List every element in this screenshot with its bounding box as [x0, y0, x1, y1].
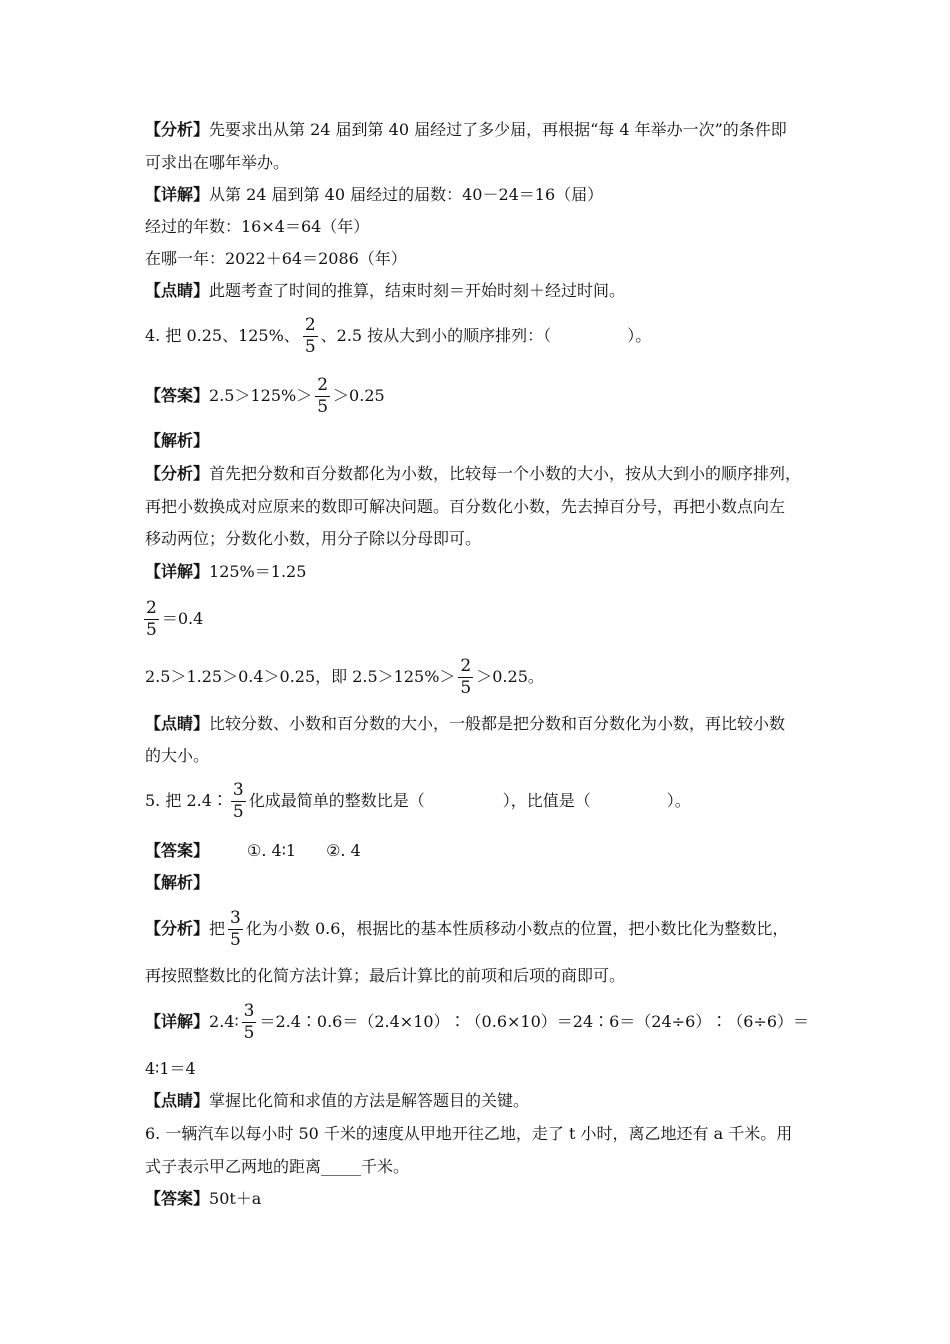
detail-text: ＝2.4∶0.6＝（2.4×10）∶（0.6×10）＝24∶6＝（24÷6）∶（6÷6）＝ [259, 1012, 810, 1031]
q4-text-pre: 4. 把 0.25、125%、 [145, 326, 300, 345]
jiexi-tag: 【解析】 [145, 431, 210, 450]
answer-tag: 【答案】 [145, 1189, 210, 1208]
q5-text-mid: 化成最简单的整数比是（ [248, 791, 425, 810]
detail-text: 2.5＞1.25＞0.4＞0.25，即 2.5＞125%＞ [145, 667, 456, 686]
point-tag: 【点睛】 [145, 714, 210, 733]
jiexi-tag: 【解析】 [145, 873, 210, 892]
fraction-denominator: 5 [243, 1023, 255, 1043]
fraction-denominator: 5 [232, 802, 244, 822]
point-text: 此题考查了时间的推算，结束时刻＝开始时刻＋经过时间。 [209, 281, 626, 300]
analysis-text: 首先把分数和百分数都化为小数，比较每一个小数的大小，按从大到小的顺序排列， [209, 464, 802, 483]
question-6-line-1: 6. 一辆汽车以每小时 50 千米的速度从甲地开往乙地，走了 t 小时，离乙地还有 a 千米。用 [145, 1124, 793, 1143]
years-line: 经过的年数：16×4＝64（年） [145, 217, 370, 236]
q4-analysis-line-1 [145, 464, 801, 484]
fraction-numerator: 2 [304, 315, 316, 335]
q4-detail-line-2 [141, 597, 203, 641]
fraction-3-5 [228, 909, 243, 950]
fraction-denominator: 5 [460, 678, 472, 698]
fraction-numerator: 3 [232, 780, 244, 800]
q6-answer [145, 1189, 261, 1209]
analysis-text: 先要求出从第 24 届到第 40 届经过了多少届，再根据“每 4 年举办一次”的条件即 [209, 120, 787, 139]
answer-text: 50t＋a [209, 1189, 262, 1208]
question-4 [145, 314, 651, 358]
answer-post: ＞0.25 [333, 386, 385, 405]
question-5 [145, 779, 691, 823]
q4-analysis-line-3: 移动两位；分数化小数，用分子除以分母即可。 [145, 529, 482, 548]
answer-pre: 2.5＞125%＞ [209, 386, 313, 405]
point-text: 比较分数、小数和百分数的大小，一般都是把分数和百分数化为小数，再比较小数 [209, 714, 786, 733]
q5-text-pre: 5. 把 2.4∶ [145, 791, 228, 810]
q4-detail-line-1 [145, 562, 306, 582]
q5-answer [145, 841, 361, 861]
q5-analysis-line-2: 再按照整数比的化简方法计算；最后计算比的前项和后项的商即可。 [145, 966, 626, 985]
analysis-tag: 【分析】 [145, 919, 210, 938]
detail-text: 2.4∶ [209, 1012, 239, 1031]
fraction-2-5 [303, 316, 318, 357]
fraction-numerator: 2 [146, 598, 157, 618]
q5-text-mid2: ），比值是（ [502, 791, 591, 810]
fraction-3-5 [231, 781, 246, 822]
point-tag: 【点睛】 [145, 281, 210, 300]
detail-tag: 【详解】 [145, 1012, 210, 1031]
q4-text-end: ）。 [627, 326, 652, 345]
analysis-text: 化为小数 0.6，根据比的基本性质移动小数点的位置，把小数比化为整数比， [245, 919, 789, 938]
detail-tag: 【详解】 [145, 185, 210, 204]
fraction-denominator: 5 [317, 397, 329, 417]
fraction-numerator: 2 [460, 656, 472, 676]
q5-point-line [145, 1091, 529, 1111]
point-line [145, 281, 625, 301]
q4-text-post: 、2.5 按从大到小的顺序排列：（ [320, 326, 552, 345]
q4-analysis-line-2: 再把小数换成对应原来的数即可解决问题。百分数化小数，先去掉百分号，再把小数点向左 [145, 497, 786, 516]
q4-point-line-1 [145, 714, 785, 734]
analysis-line [145, 120, 787, 140]
detail-tag: 【详解】 [145, 562, 210, 581]
q4-point-line-2: 的大小。 [145, 746, 210, 765]
q4-detail-line-3 [145, 655, 544, 699]
analysis-tag: 【分析】 [145, 464, 210, 483]
fraction-3-5 [242, 1002, 257, 1043]
fraction-numerator: 3 [230, 908, 241, 928]
point-text: 掌握比化简和求值的方法是解答题目的关键。 [209, 1091, 530, 1110]
analysis-tag: 【分析】 [145, 120, 210, 139]
q5-analysis-line-1 [145, 907, 788, 951]
question-6-line-2: 式子表示甲乙两地的距离_____千米。 [145, 1157, 410, 1176]
detail-text: 从第 24 届到第 40 届经过的届数：40－24＝16（届） [209, 185, 604, 204]
fraction-2-5 [315, 376, 330, 417]
answer-tag: 【答案】 [145, 386, 210, 405]
fraction-denominator: 5 [230, 930, 241, 950]
fraction-denominator: 5 [146, 620, 157, 640]
fraction-numerator: 2 [317, 375, 329, 395]
q4-answer [145, 374, 385, 418]
detail-text: 125%＝1.25 [209, 562, 307, 581]
detail-text: ＝0.4 [161, 609, 204, 628]
fraction-2-5 [458, 657, 473, 698]
answer-1: ①. 4∶1 [247, 841, 297, 860]
fraction-2-5 [144, 599, 159, 640]
detail-text: ＞0.25。 [476, 667, 544, 686]
analysis-line-2: 可求出在哪年举办。 [145, 153, 290, 172]
answer-2: ②. 4 [326, 841, 361, 860]
fraction-numerator: 3 [243, 1001, 255, 1021]
point-tag: 【点睛】 [145, 1091, 210, 1110]
detail-line [145, 185, 603, 205]
q5-detail-line-1 [145, 1000, 809, 1044]
q5-detail-line-2: 4∶1＝4 [145, 1059, 196, 1078]
q5-text-end: ）。 [666, 791, 691, 810]
which-year-line: 在哪一年：2022＋64＝2086（年） [145, 249, 407, 268]
analysis-text: 把 [209, 919, 226, 938]
fraction-denominator: 5 [304, 337, 316, 357]
answer-tag: 【答案】 [145, 841, 210, 860]
